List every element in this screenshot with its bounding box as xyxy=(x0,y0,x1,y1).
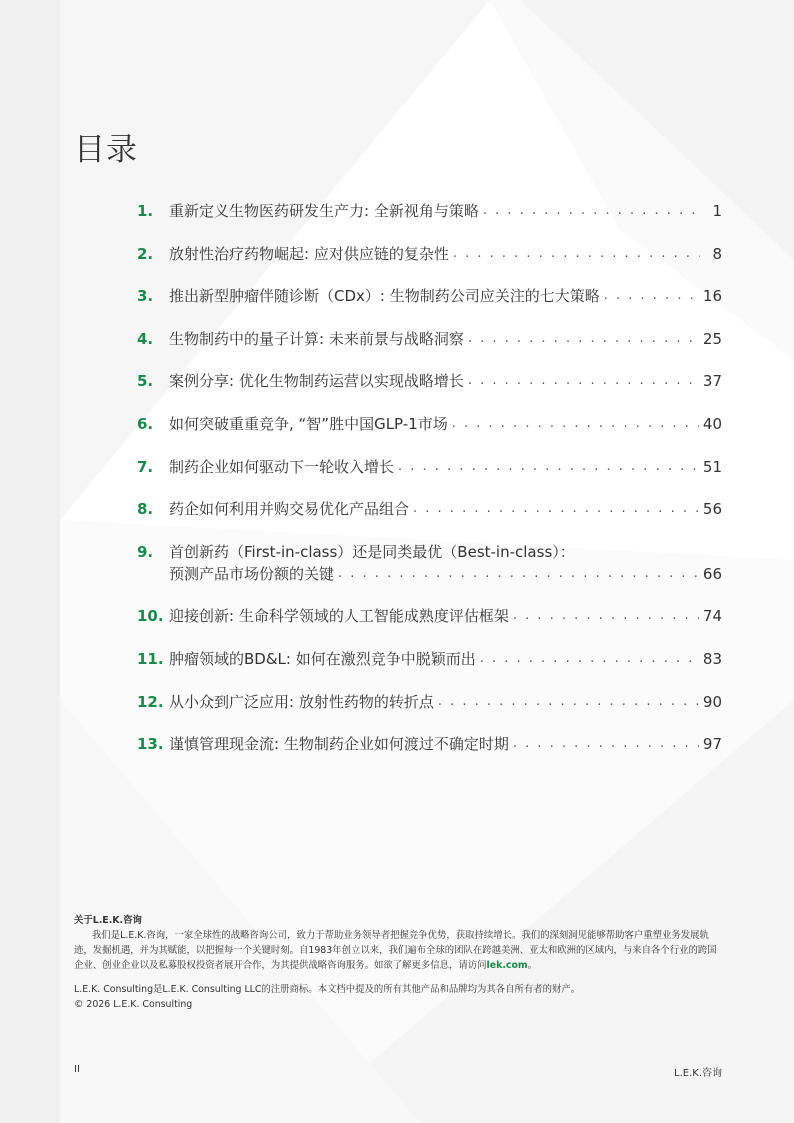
footer-page-number: II xyxy=(74,1064,80,1075)
toc-dot-leader xyxy=(413,498,699,520)
toc-entry-title: 生物制药中的量子计算: 未来前景与战略洞察 xyxy=(169,329,464,348)
toc-entry-line xyxy=(169,456,722,478)
toc-entry-page-number: 97 xyxy=(702,735,722,754)
toc-dot-leader xyxy=(452,413,699,435)
toc-entry[interactable] xyxy=(137,413,722,435)
toc-dot-leader xyxy=(438,691,699,713)
toc-entry-title: 重新定义生物医药研发生产力: 全新视角与策略 xyxy=(169,202,479,220)
toc-entry[interactable] xyxy=(137,285,722,307)
toc-entry[interactable] xyxy=(137,243,722,265)
toc-entry-page-number: 25 xyxy=(702,329,722,348)
toc-entry-text xyxy=(169,328,722,350)
toc-entry-number: 3. xyxy=(137,287,154,306)
toc-entry[interactable] xyxy=(137,370,722,392)
footer-brand: L.E.K.咨询 xyxy=(674,1068,722,1079)
toc-entry-title: 放射性治疗药物崛起: 应对供应链的复杂性 xyxy=(169,244,449,263)
toc-entry-page-number: 8 xyxy=(712,244,722,263)
toc-entry-text xyxy=(169,498,722,520)
toc-entry-page-number: 1 xyxy=(712,202,722,220)
toc-entry-line xyxy=(169,605,722,627)
toc-entry-line xyxy=(169,413,722,435)
toc-entry-title: 药企如何利用并购交易优化产品组合 xyxy=(169,500,410,519)
toc-entry-line xyxy=(169,648,722,670)
toc-entry-text xyxy=(169,605,722,627)
toc-entry-number: 5. xyxy=(137,372,154,391)
toc-dot-leader xyxy=(468,328,699,350)
toc-entry-page-number: 66 xyxy=(702,564,722,583)
toc-entry-number: 7. xyxy=(137,457,154,476)
toc-entry-title: 推出新型肿瘤伴随诊断（CDx）: 生物制药公司应关注的七大策略 xyxy=(169,287,600,306)
toc-entry-page-number: 51 xyxy=(702,457,722,476)
toc-entry-text xyxy=(169,648,722,670)
toc-entry-page-number: 83 xyxy=(702,649,722,668)
toc-entry-page-number: 40 xyxy=(702,414,722,433)
toc-dot-leader xyxy=(513,605,699,627)
toc-entry-title-line1 xyxy=(169,541,722,563)
toc-dot-leader xyxy=(480,648,699,670)
toc-entry-title: 制药企业如何驱动下一轮收入增长 xyxy=(169,457,395,476)
copyright-notice: © 2026 L.E.K. Consulting xyxy=(74,999,193,1010)
toc-dot-leader xyxy=(513,733,699,755)
toc-entry-line xyxy=(169,563,722,585)
toc-entry-number: 4. xyxy=(137,329,154,348)
toc-entry-number: 1. xyxy=(137,202,154,220)
toc-entry-number: 9. xyxy=(137,542,154,561)
toc-entry-text xyxy=(169,243,722,265)
about-heading: 关于L.E.K.咨询 xyxy=(74,915,142,926)
toc-dot-leader xyxy=(483,200,700,222)
toc-dot-leader xyxy=(604,285,699,307)
toc-entry-line xyxy=(169,370,722,392)
toc-entry[interactable] xyxy=(137,648,722,670)
toc-entry-text xyxy=(169,691,722,713)
page-title: 目录 xyxy=(74,132,138,168)
toc-entry-number: 6. xyxy=(137,414,154,433)
toc-entry-number: 8. xyxy=(137,500,154,519)
toc-entry[interactable] xyxy=(137,733,722,755)
toc-entry-title: 案例分享: 优化生物制药运营以实现战略增长 xyxy=(169,372,464,391)
toc-entry-line xyxy=(169,243,722,265)
toc-entry-text xyxy=(169,541,722,585)
toc-dot-leader xyxy=(338,563,699,585)
website-link[interactable]: lek.com xyxy=(486,960,528,971)
toc-dot-leader xyxy=(398,456,699,478)
toc-entry-title: 从小众到广泛应用: 放射性药物的转折点 xyxy=(169,692,434,711)
toc-entry[interactable] xyxy=(137,200,722,222)
toc-entry-text xyxy=(169,456,722,478)
toc-entry-title: 谨慎管理现金流: 生物制药企业如何渡过不确定时期 xyxy=(169,735,509,754)
toc-entry-number: 10. xyxy=(137,607,164,626)
toc-entry-page-number: 74 xyxy=(702,607,722,626)
toc-entry[interactable] xyxy=(137,328,722,350)
toc-entry[interactable] xyxy=(137,691,722,713)
toc-entry[interactable] xyxy=(137,541,722,585)
toc-entry-number: 12. xyxy=(137,692,164,711)
toc-entry[interactable] xyxy=(137,605,722,627)
toc-entry-page-number: 90 xyxy=(702,692,722,711)
about-body-text: 我们是L.E.K.咨询，一家全球性的战略咨询公司，致力于帮助业务领导者把握竞争优势，获取持续增长。我们的深刻洞见能够帮助客户重塑业务发展轨迹，发掘机遇，并为其赋能，以把握每一个关键时刻。自1983年创立以来，我们遍布全球的团队在跨越美洲、亚太和欧洲的区域内，与来自各个行业的跨国企业、创业企业以及私募股权投资者展开合作，为其提供战略咨询服务。如欲了解更多信息，请访问 xyxy=(74,930,717,971)
toc-entry-number: 13. xyxy=(137,735,164,754)
toc-entry-line xyxy=(169,328,722,350)
toc-entry-title: 迎接创新: 生命科学领域的人工智能成熟度评估框架 xyxy=(169,607,509,626)
toc-entry-number: 2. xyxy=(137,244,154,263)
toc-entry-title-first-line: 首创新药（First-in-class）还是同类最优（Best-in-class）： xyxy=(169,542,575,561)
toc-entry-title: 如何突破重重竞争, “智”胜中国GLP-1市场 xyxy=(169,414,448,433)
toc-entry-line xyxy=(169,733,722,755)
toc-entry-page-number: 37 xyxy=(702,372,722,391)
about-body xyxy=(74,928,724,973)
toc-entry-line xyxy=(169,498,722,520)
toc-entry-text xyxy=(169,285,722,307)
trademark-notice: L.E.K. Consulting是L.E.K. Consulting LLC的注册商标。本文档中提及的所有其他产品和品牌均为其各自所有者的财产。 xyxy=(74,984,581,995)
toc-entry[interactable] xyxy=(137,498,722,520)
about-section xyxy=(74,913,724,1012)
toc-dot-leader xyxy=(453,243,700,265)
toc-entry-text xyxy=(169,200,722,222)
toc-entry-title: 预测产品市场份额的关键 xyxy=(169,564,335,583)
toc-entry-page-number: 16 xyxy=(702,287,722,306)
toc-dot-leader xyxy=(468,370,699,392)
toc-entry-page-number: 56 xyxy=(702,500,722,519)
toc-entry[interactable] xyxy=(137,456,722,478)
toc-entry-text xyxy=(169,370,722,392)
toc-entry-line xyxy=(169,200,722,222)
toc-entry-text xyxy=(169,733,722,755)
toc-entry-title: 肿瘤领域的BD&L: 如何在激烈竞争中脱颖而出 xyxy=(169,649,476,668)
toc-entry-line xyxy=(169,285,722,307)
about-body-end: 。 xyxy=(527,960,538,971)
toc-entry-number: 11. xyxy=(137,649,164,668)
table-of-contents xyxy=(137,200,722,776)
toc-entry-line xyxy=(169,691,722,713)
toc-entry-text xyxy=(169,413,722,435)
